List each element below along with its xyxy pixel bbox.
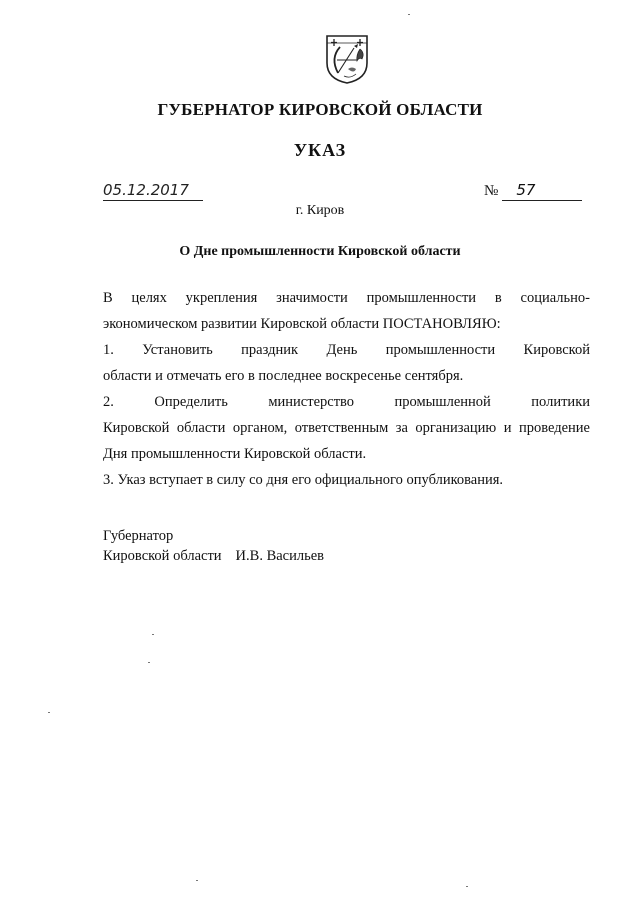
signature-block xyxy=(103,526,324,566)
document-title: О Дне промышленности Кировской области xyxy=(179,244,461,259)
signer-region: Кировской области xyxy=(103,548,222,564)
item-2-line-1: 2. Определить министерство промышленной политики xyxy=(103,394,590,410)
signer-name: И.В. Васильев xyxy=(235,548,324,564)
scan-speck xyxy=(408,14,410,15)
coat-of-arms-icon xyxy=(324,33,370,85)
number-value: 57 xyxy=(502,180,582,201)
scan-speck xyxy=(466,886,468,887)
issuer-heading: ГУБЕРНАТОР КИРОВСКОЙ ОБЛАСТИ xyxy=(157,100,483,119)
item-1-line-1: 1. Установить праздник День промышленности Кировской xyxy=(103,342,590,358)
number-sign: № xyxy=(484,183,499,199)
document-type: УКАЗ xyxy=(293,140,347,160)
item-2-line-3: Дня промышленности Кировской области. xyxy=(103,446,367,462)
intro-line-2: экономическом развитии Кировской области ПОСТАНОВЛЯЮ: xyxy=(103,316,501,332)
signer-title-line-1: Губернатор xyxy=(103,528,174,544)
document-number xyxy=(484,180,590,201)
scan-speck xyxy=(148,662,150,663)
item-1-line-2: области и отмечать его в последнее воскресенье сентября. xyxy=(103,368,464,384)
scan-speck xyxy=(48,712,50,713)
item-2-line-2: Кировской области органом, ответственным за организацию и проведение xyxy=(103,420,590,436)
document-date: 05.12.2017 xyxy=(103,180,203,201)
signer-title-line-2 xyxy=(103,546,324,566)
item-3-line-1: 3. Указ вступает в силу со дня его официального опубликования. xyxy=(103,472,504,488)
scan-speck xyxy=(196,880,198,881)
intro-line-1: В целях укрепления значимости промышленности в социально- xyxy=(103,290,590,306)
scan-speck xyxy=(152,634,154,635)
city-label: г. Киров xyxy=(295,203,345,218)
